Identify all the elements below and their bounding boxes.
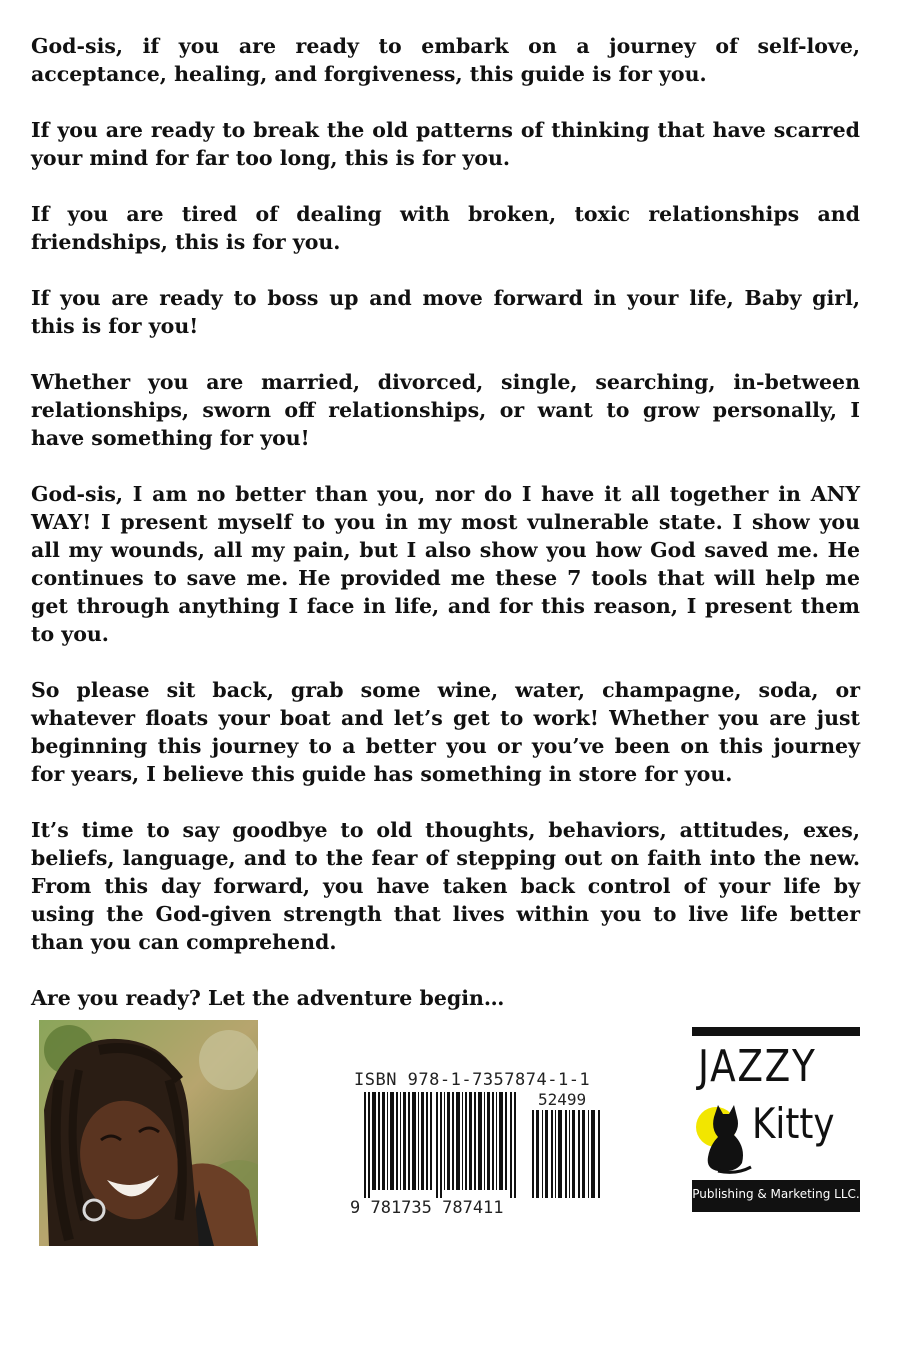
logo-line1: JAZZY: [698, 1041, 817, 1092]
barcode-bars-icon: [364, 1092, 524, 1198]
publisher-logo: [692, 1027, 860, 1212]
logo-subtitle: Publishing & Marketing LLC.: [692, 1187, 860, 1201]
logo-top-bar: [692, 1027, 860, 1036]
logo-line2: Kitty: [752, 1099, 835, 1148]
isbn-barcode: [350, 1070, 612, 1220]
ean-digits: 9 781735 787411: [350, 1198, 504, 1218]
author-portrait-icon: [39, 1020, 258, 1246]
isbn-label: ISBN 978-1-7357874-1-1: [354, 1070, 591, 1090]
paragraph: If you are tired of dealing with broken, toxic relationships and friendships, this is for you.: [31, 202, 860, 254]
paragraph: God-sis, if you are ready to embark on a journey of self-love, acceptance, healing, and forgiveness, this guide is for you.: [31, 34, 860, 86]
paragraph: So please sit back, grab some wine, water, champagne, soda, or whatever floats your boat and let’s get to work! Whether you are just beginning this journey to a better you or you’ve been on this journey for years, I believe this guide has something in store for you.: [31, 678, 860, 786]
barcode-addon-icon: [532, 1110, 604, 1198]
paragraph: God-sis, I am no better than you, nor do I have it all together in ANY WAY! I present myself to you in my most vulnerable state. I show you all my wounds, all my pain, but I also show you how God saved me. He continues to save me. He provided me these 7 tools that will help me get through anything I face in life, and for this reason, I present them to you.: [31, 482, 860, 646]
paragraph: Are you ready? Let the adventure begin…: [31, 986, 505, 1010]
paragraph: It’s time to say goodbye to old thoughts, behaviors, attitudes, exes, beliefs, language, and to the fear of stepping out on faith into the new. From this day forward, you have taken back control of your life by using the God-given strength that lives within you to live life better than you can comprehend.: [31, 818, 860, 954]
paragraph: If you are ready to boss up and move forward in your life, Baby girl, this is for you!: [31, 286, 860, 338]
paragraph: If you are ready to break the old patterns of thinking that have scarred your mind for far too long, this is for you.: [31, 118, 860, 170]
back-cover-text: [31, 32, 860, 1040]
price-code: 52499: [538, 1090, 587, 1109]
paragraph: Whether you are married, divorced, single, searching, in-between relationships, sworn off relationships, or want to grow personally, I have something for you!: [31, 370, 860, 450]
author-photo: [39, 1020, 258, 1246]
cat-icon: [696, 1097, 756, 1177]
